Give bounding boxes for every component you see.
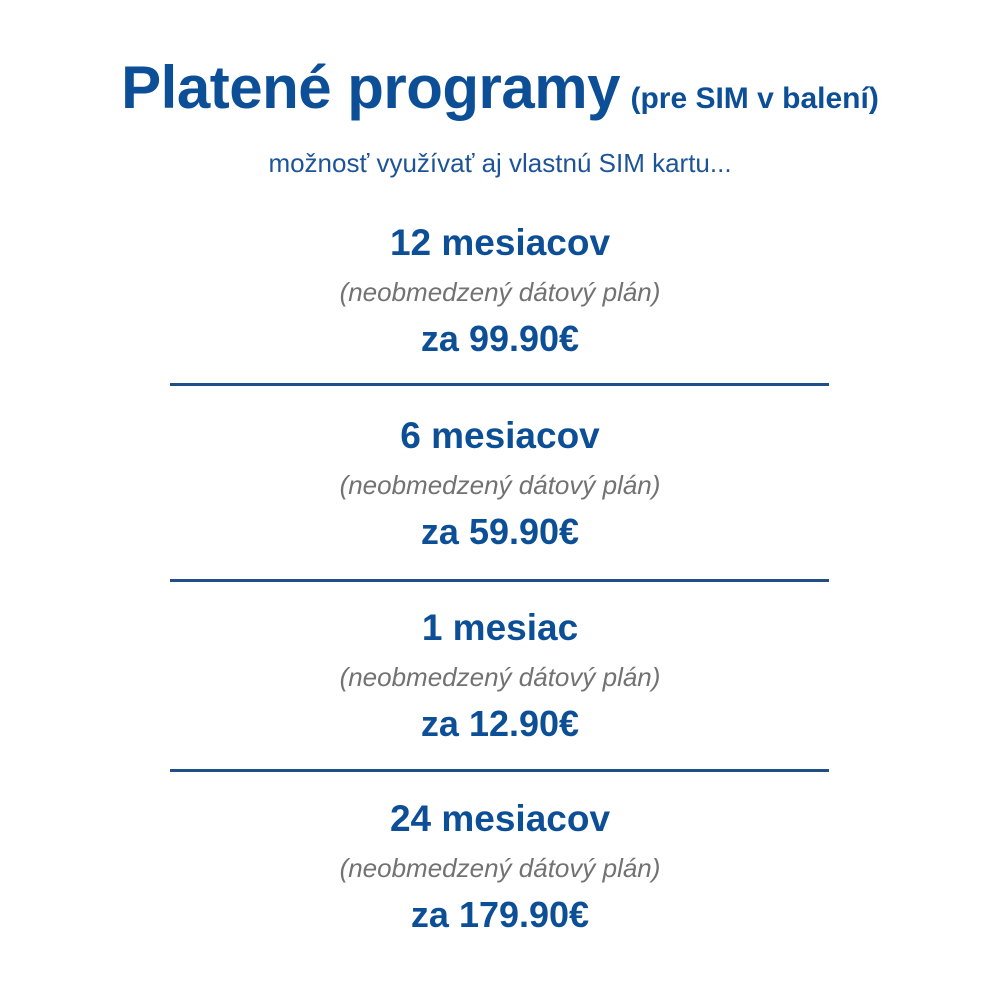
plan-24-months — [0, 800, 1000, 933]
divider — [170, 579, 829, 582]
title-note: (pre SIM v balení) — [630, 82, 879, 115]
plan-1-month — [0, 609, 1000, 742]
plan-12-months — [0, 224, 1000, 357]
plan-description: (neobmedzený dátový plán) — [339, 662, 661, 692]
plan-name: 6 mesiacov — [400, 415, 600, 456]
plan-description: (neobmedzený dátový plán) — [339, 277, 661, 307]
plan-name: 24 mesiacov — [389, 798, 611, 839]
plan-name: 1 mesiac — [421, 607, 579, 648]
divider — [170, 383, 829, 386]
plan-price: za 99.90€ — [420, 318, 580, 359]
divider — [170, 769, 829, 772]
subtitle: možnosť využívať aj vlastnú SIM kartu... — [268, 148, 732, 178]
title-main: Platené programy — [121, 54, 620, 121]
plan-name: 12 mesiacov — [389, 222, 611, 263]
plan-price: za 59.90€ — [420, 511, 580, 552]
plan-description: (neobmedzený dátový plán) — [339, 853, 661, 883]
plan-6-months — [0, 417, 1000, 550]
page-title — [0, 54, 1000, 121]
plan-price: za 12.90€ — [420, 703, 580, 744]
plan-description: (neobmedzený dátový plán) — [339, 470, 661, 500]
plan-price: za 179.90€ — [410, 894, 590, 935]
